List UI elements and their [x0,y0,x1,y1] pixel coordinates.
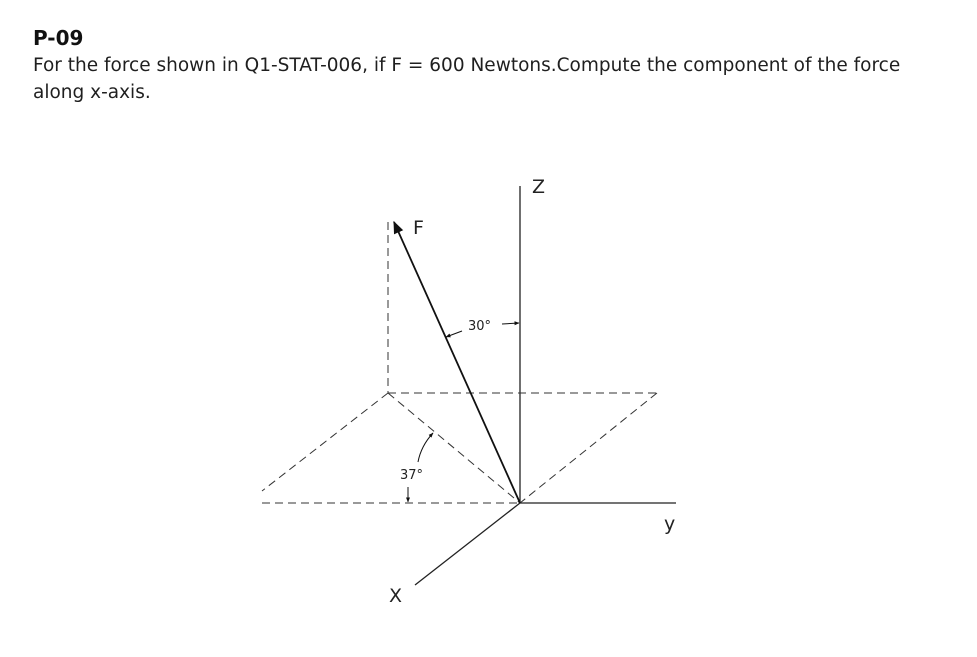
angle-37-label: 37° [400,468,424,483]
angle-30-arrow-left [446,331,462,337]
force-vector [394,222,520,503]
y-axis-label: y [664,513,676,535]
x-axis-line [415,503,520,585]
angle-30-label: 30° [468,319,492,334]
angle-37-arc-arrow [418,433,433,462]
z-axis-label: Z [532,176,546,198]
x-axis-label: X [389,585,403,607]
dashed-construction-lines [262,222,657,503]
angle-30-arrow-right [502,323,519,324]
force-label: F [413,217,424,239]
problem-number: P-09 [33,26,84,50]
problem-statement: For the force shown in Q1-STAT-006, if F = 600 Newtons.Compute the component of the force along x-axis. [33,55,901,103]
